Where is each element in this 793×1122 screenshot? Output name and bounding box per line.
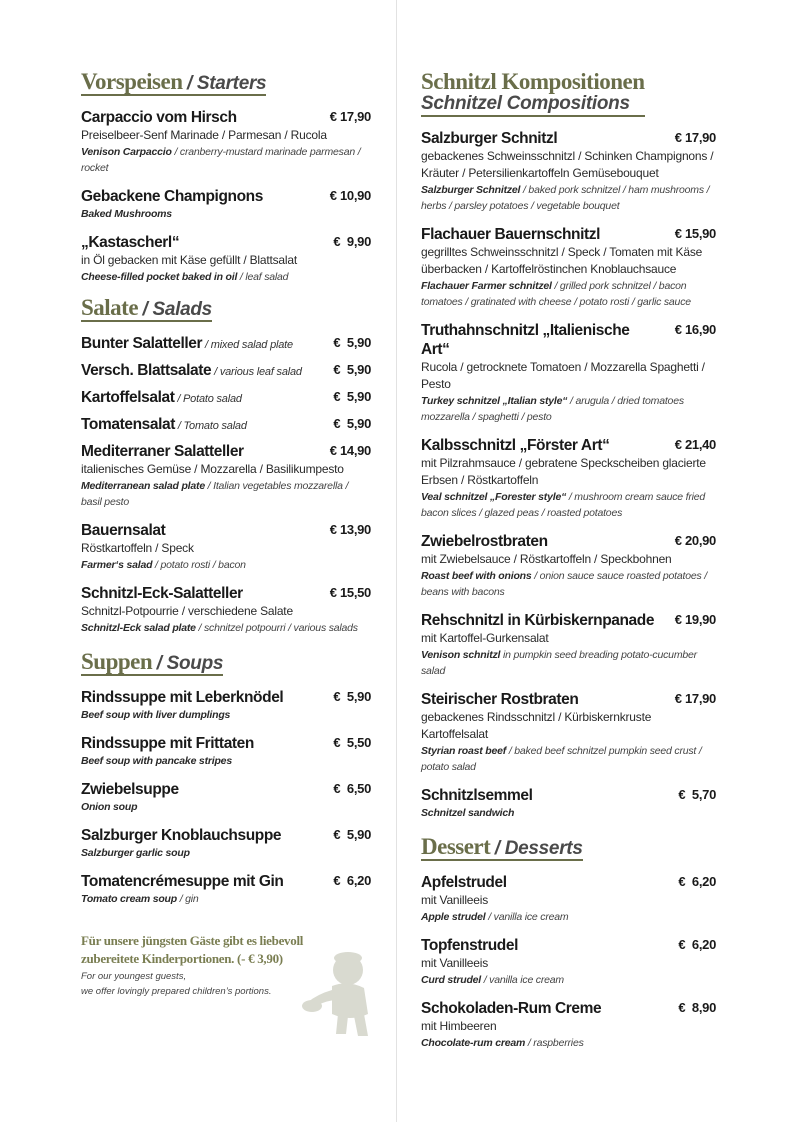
item-description: mit Vanilleeis: [421, 893, 489, 908]
item-description: mit Pilzrahmsauce / gebratene Speckscheiben glacierte Erbsen / Röstkartoffeln: [421, 456, 706, 488]
item-translation: / Potato salad: [174, 393, 242, 405]
item-price: € 5,50: [333, 735, 371, 750]
item-name: Gebackene Champignons: [81, 188, 263, 205]
item-translation: Flachauer Farmer schnitzel / grilled pork schnitzel / bacon tomatoes / gratinated with cheese / potato rosti / garlic sauce: [421, 280, 691, 309]
menu-item: [81, 415, 371, 434]
menu-item: [81, 108, 371, 176]
item-name: Rindssuppe mit Leberknödel: [81, 689, 284, 706]
menu-item: [421, 873, 716, 925]
item-name: Schokoladen-Rum Creme: [421, 1000, 602, 1018]
item-name: „Kastascherl“: [81, 234, 180, 251]
menu-item: [81, 187, 371, 222]
item-name: Tomatencrémesuppe mit Gin: [81, 873, 284, 890]
item-name: Topfenstrudel: [421, 937, 518, 955]
item-price: € 17,90: [674, 130, 716, 146]
item-price: € 5,70: [678, 787, 716, 803]
item-name: Bunter Salatteller: [81, 335, 203, 352]
item-description: gegrilltes Schweinsschnitzl / Speck / Tomaten mit Käse überbacken / Kartoffelröstinchen Knoblauchsauce: [421, 245, 703, 277]
item-translation: / Tomato salad: [174, 420, 247, 432]
item-name: Schnitzl-Eck-Salatteller: [81, 585, 243, 602]
item-name: Truthahnschnitzl „Italienische Art“: [421, 322, 630, 359]
item-description: italienisches Gemüse / Mozzarella / Basilikumpesto: [81, 462, 344, 476]
item-translation: Schnitzel sandwich: [421, 807, 515, 820]
item-name: Salzburger Schnitzl: [421, 130, 558, 148]
item-translation: / various leaf salad: [211, 366, 302, 378]
item-price: € 6,50: [333, 781, 371, 796]
item-translation: Roast beef with onions / onion sauce sauce roasted potatoes / beans with bacons: [421, 570, 708, 599]
menu-item: [81, 688, 371, 723]
item-name: Versch. Blattsalate: [81, 362, 212, 379]
item-name: Kalbsschnitzl „Förster Art“: [421, 437, 610, 455]
item-name: Zwiebelrostbraten: [421, 533, 548, 551]
item-name: Tomatensalat: [81, 416, 175, 433]
item-translation: Salzburger garlic soup: [81, 847, 190, 859]
item-price: € 20,90: [674, 533, 716, 549]
item-description: gebackenes Schweinsschnitzl / Schinken Champignons / Kräuter / Petersilienkartoffeln Gemüsebouquet: [421, 149, 714, 181]
item-description: mit Himbeeren: [421, 1019, 497, 1034]
item-description: Preiselbeer-Senf Marinade / Parmesan / Rucola: [81, 128, 327, 142]
item-description: mit Zwiebelsauce / Röstkartoffeln / Speckbohnen: [421, 552, 672, 567]
item-description: mit Vanilleeis: [421, 956, 489, 971]
item-price: € 5,90: [333, 416, 371, 431]
item-price: € 13,90: [329, 522, 371, 537]
menu-item: [81, 734, 371, 769]
item-translation: Onion soup: [81, 801, 138, 813]
kids-note-de-line2: zubereitete Kinderportionen. (- € 3,90): [81, 951, 283, 966]
menu-item: [421, 225, 716, 310]
section-heading: [421, 70, 645, 117]
item-price: € 14,90: [329, 443, 371, 458]
heading-en: Schnitzel Compositions: [421, 93, 630, 115]
item-price: € 17,90: [329, 109, 371, 124]
item-price: € 15,50: [329, 585, 371, 600]
item-translation: Venison schnitzl in pumpkin seed breading potato-cucumber salad: [421, 649, 697, 678]
item-name: Salzburger Knoblauchsuppe: [81, 827, 282, 844]
item-price: € 19,90: [674, 612, 716, 628]
heading-de: Salate: [81, 295, 139, 320]
item-price: € 16,90: [674, 322, 716, 338]
item-price: € 15,90: [674, 226, 716, 242]
item-price: € 5,90: [333, 362, 371, 377]
item-description: Schnitzl-Potpourrie / verschiedene Salate: [81, 604, 293, 618]
section-heading: [421, 835, 583, 861]
menu-item: [81, 584, 371, 636]
item-name: Apfelstrudel: [421, 874, 507, 892]
item-translation: Beef soup with pancake stripes: [81, 755, 232, 767]
menu-item: [421, 321, 716, 425]
heading-en: / Soups: [156, 653, 224, 674]
item-translation: Cheese-filled pocket baked in oil / leaf salad: [81, 271, 289, 283]
section-desserts: [421, 835, 716, 1051]
kids-note-de-line1: Für unsere jüngsten Gäste gibt es liebevoll: [81, 933, 304, 948]
item-name: Carpaccio vom Hirsch: [81, 109, 237, 126]
item-translation: Schnitzl-Eck salad plate / schnitzel potpourri / various salads: [81, 622, 358, 634]
section-schnitzel: [421, 70, 716, 821]
menu-item: [421, 936, 716, 988]
section-heading: [81, 70, 266, 96]
item-price: € 10,90: [329, 188, 371, 203]
item-price: € 8,90: [678, 1000, 716, 1016]
item-description: mit Kartoffel-Gurkensalat: [421, 631, 549, 646]
item-translation: Beef soup with liver dumplings: [81, 709, 231, 721]
menu-item: [421, 532, 716, 600]
menu-item: [81, 388, 371, 407]
kids-note-en-line2: we offer lovingly prepared children’s portions.: [81, 986, 272, 997]
item-price: € 6,20: [333, 873, 371, 888]
heading-de: Vorspeisen: [81, 69, 183, 94]
item-price: € 5,90: [333, 389, 371, 404]
item-name: Kartoffelsalat: [81, 389, 175, 406]
item-name: Steirischer Rostbraten: [421, 691, 579, 709]
item-translation: Curd strudel / vanilla ice cream: [421, 974, 564, 987]
menu-item: [421, 611, 716, 679]
menu-item: [421, 999, 716, 1051]
item-name: Zwiebelsuppe: [81, 781, 179, 798]
menu-item: [81, 361, 371, 380]
menu-item: [421, 786, 716, 821]
menu-item: [81, 872, 371, 907]
menu-item: [81, 442, 371, 510]
item-translation: Salzburger Schnitzel / baked pork schnitzel / ham mushrooms / herbs / parsley potatoes / vegetable bouquet: [421, 184, 710, 213]
menu-item: [421, 436, 716, 521]
item-description: Rucola / getrocknete Tomatoen / Mozzarella Spaghetti / Pesto: [421, 360, 705, 392]
item-translation: Veal schnitzel „Forester style“ / mushroom cream sauce fried bacon slices / glazed peas / roasted potatoes: [421, 491, 706, 520]
item-translation: Venison Carpaccio / cranberry-mustard marinade parmesan / rocket: [81, 146, 361, 174]
left-column: [81, 70, 371, 918]
menu-item: [81, 826, 371, 861]
menu-item: [81, 233, 371, 285]
section-starters: [81, 70, 371, 285]
menu-item: [81, 334, 371, 353]
heading-de: Schnitzl Kompositionen: [421, 69, 645, 94]
item-price: € 6,20: [678, 937, 716, 953]
item-price: € 6,20: [678, 874, 716, 890]
heading-en: / Desserts: [494, 838, 583, 860]
item-translation: Chocolate-rum cream / raspberries: [421, 1037, 584, 1050]
item-translation: Apple strudel / vanilla ice cream: [421, 911, 569, 924]
item-name: Schnitzlsemmel: [421, 787, 533, 805]
item-price: € 21,40: [674, 437, 716, 453]
right-column: [421, 70, 716, 1062]
section-heading: [81, 650, 223, 676]
item-price: € 5,90: [333, 335, 371, 350]
heading-de: Dessert: [421, 834, 491, 860]
section-salads: [81, 296, 371, 636]
item-name: Flachauer Bauernschnitzl: [421, 226, 601, 244]
heading-en: / Salads: [142, 299, 212, 320]
item-price: € 17,90: [674, 691, 716, 707]
menu-item: [421, 690, 716, 775]
item-description: in Öl gebacken mit Käse gefüllt / Blattsalat: [81, 253, 297, 267]
heading-en: / Starters: [186, 73, 267, 94]
item-translation: Styrian roast beef / baked beef schnitzel pumpkin seed crust / potato salad: [421, 745, 702, 774]
item-name: Rindssuppe mit Frittaten: [81, 735, 254, 752]
item-price: € 5,90: [333, 689, 371, 704]
item-description: gebackenes Rindsschnitzl / Kürbiskernkruste Kartoffelsalat: [421, 710, 652, 742]
item-translation: Farmer‘s salad / potato rosti / bacon: [81, 559, 246, 571]
child-illustration: [302, 950, 382, 1040]
item-name: Rehschnitzl in Kürbiskernpanade: [421, 612, 655, 630]
item-price: € 9,90: [333, 234, 371, 249]
kids-note-en-line1: For our youngest guests,: [81, 971, 187, 982]
menu-item: [421, 129, 716, 214]
menu-item: [81, 780, 371, 815]
heading-de: Suppen: [81, 649, 153, 674]
item-name: Bauernsalat: [81, 522, 166, 539]
item-translation: Tomato cream soup / gin: [81, 893, 199, 905]
section-heading: [81, 296, 212, 322]
item-translation: Baked Mushrooms: [81, 208, 172, 220]
item-price: € 5,90: [333, 827, 371, 842]
menu-item: [81, 521, 371, 573]
page-fold-divider: [396, 0, 397, 1122]
item-translation: Turkey schnitzel „Italian style“ / arugula / dried tomatoes mozzarella / spaghetti / pesto: [421, 395, 684, 424]
item-description: Röstkartoffeln / Speck: [81, 541, 194, 555]
section-soups: [81, 650, 371, 907]
item-name: Mediterraner Salatteller: [81, 443, 244, 460]
item-translation: Mediterranean salad plate / Italian vegetables mozzarella / basil pesto: [81, 480, 349, 508]
item-translation: / mixed salad plate: [202, 339, 293, 351]
